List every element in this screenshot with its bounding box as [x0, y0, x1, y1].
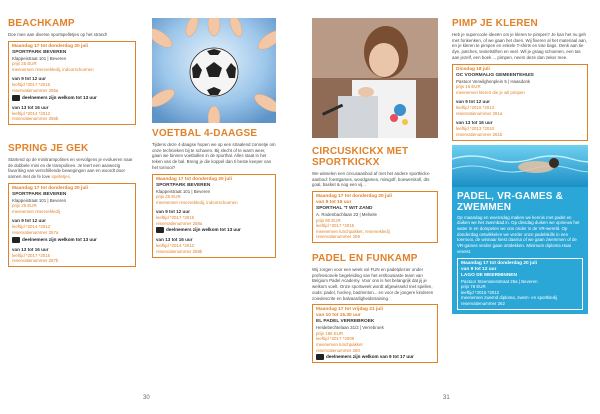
session-age: leeftijd *2014 *2012 — [156, 243, 195, 249]
beachkamp-venue: SPORTPARK BEVEREN — [12, 49, 67, 55]
parents-welcome — [12, 95, 132, 101]
circus-intro: We wisselen een circusaanbod af met het andere sportkickx-aanbod: foestgames, woodgames, minigolf, boewerskoll, dts goal, basket & nog een vij... — [312, 171, 431, 188]
session-reservation: reservatienummer 261b — [456, 132, 503, 138]
session-time: van 9 tot 12 uur — [12, 76, 46, 82]
parents-icon — [156, 227, 164, 233]
pimp-bring: meenemen kleren die je wil pimpen — [456, 89, 525, 95]
session-reservation: reservatienummer 261a — [456, 110, 503, 116]
beachkamp-title: BEACHKAMP — [8, 18, 75, 29]
voetbal-session-2 — [156, 237, 272, 254]
voetbal-box — [152, 174, 276, 258]
session-reservation: reservatienummer 258b — [156, 249, 203, 255]
voetbal-date: Maandag 17 tot donderdag 20 juli — [156, 176, 232, 182]
parents-icon — [12, 95, 20, 101]
padel-intro: Wij zorgen voor een week vol FUN en padelplezier onder professionele begeleiding van het enthousiaste team van Belgium Padel Academy. Voor ons is het belangrijk dat jij je welkom voelt. Onze sportweek wordt afgewisseld met spellen, ouds: padel, hockey, badminton... en voor de jongere kinderen zoiedescrite en balvaardigheidstraining. — [312, 267, 434, 301]
padel-price: prijs 186 EUR — [316, 330, 344, 336]
session-age: leeftijd *2017 *2015 — [12, 82, 51, 88]
vr-date: Maandag 17 tot donderdag 20 juli — [461, 260, 537, 266]
padel-reservation: reservatienummer 260 — [316, 347, 360, 353]
parents-text: deelnemers zijn welkom tot 13 uur — [22, 236, 97, 242]
column-right-2 — [452, 18, 588, 317]
springjegek-date: Maandag 17 tot donderdag 20 juli — [12, 185, 88, 191]
session-reservation: reservatienummer 256b — [12, 116, 59, 122]
football-photo-illustration — [152, 18, 276, 123]
session-time: van 9 tot 12 uur — [12, 218, 46, 224]
parents-welcome — [12, 237, 132, 243]
springjegek-intro-b: spelletjes. — [51, 173, 71, 179]
padel-time: van 10 tot 15.30 uur — [316, 313, 361, 319]
springjegek-address: Klappeistraat 101 | Beveren — [12, 197, 67, 203]
session-reservation: reservatienummer 257a — [12, 230, 59, 236]
pimp-price: prijs 15 EUR — [456, 84, 481, 90]
session-time: van 9 tot 12 uur — [156, 209, 190, 215]
voetbal-bring: meenemen reservekledij, indoorschoenen — [156, 199, 238, 205]
springjegek-venue: SPORTPARK BEVEREN — [12, 191, 67, 197]
pimp-intro: Heb je supercoole ideeën om je kleren te pimpen? Je kan het nu geh met fonkenken, of we gaan het doen. Wij fixeren al het materiaal aan, en je kleren te pimpen en enkele T-shirts en tote bags. Denk aan tie dye, patches, textielstiften en veel. Wil je graag schoenen, een tas aan jezelf, een boek ... pimpen, neem deze dan zeker mee. — [452, 32, 587, 60]
pool-photo-illustration — [452, 145, 588, 187]
session-time: van 13 tot 16 uur — [12, 104, 49, 110]
session-age: leeftijd *2017 *2015 — [156, 215, 195, 221]
session-age: leeftijd *2014 *2012 — [12, 110, 51, 116]
pimp-title: PIMP JE KLEREN — [452, 18, 538, 29]
session-age: leeftijd *2013 *2010 — [456, 126, 495, 132]
vr-price: prijs 78 EUR — [461, 284, 486, 290]
circus-venue: SPORTHAL 'T WIT ZAND — [316, 206, 373, 212]
springjegek-intro — [8, 157, 136, 180]
parents-text: deelnemers zijn welkom van 9 tot 17 uur — [326, 354, 414, 360]
circus-bring: meenemen lunchpakket, reservekledij — [316, 228, 390, 234]
pimp-session-1 — [456, 99, 584, 116]
padel-box — [312, 304, 438, 363]
springjegek-bring: meenemen reservekledij — [12, 208, 60, 214]
voetbal-venue: SPORTPARK BEVEREN — [156, 182, 211, 188]
pimp-date: Dinsdag 18 juli — [456, 66, 490, 72]
session-time: van 13 tot 16 uur — [156, 237, 193, 243]
beachkamp-bring: meenemen reservekledij, indoorschoenen — [12, 66, 94, 72]
column-right-1 — [312, 146, 438, 366]
circus-price: prijs 80 EUR — [316, 217, 341, 223]
page-right — [300, 0, 600, 414]
session-time: van 13 tot 16 uur — [456, 120, 493, 126]
padel-date: Maandag 17 tot vrijdag 21 juli — [316, 307, 383, 313]
session-reservation: reservatienummer 256a — [12, 88, 59, 94]
springjegek-session-1 — [12, 218, 132, 242]
vr-time: van 9 tot 12 uur — [461, 266, 497, 272]
page-number-right: 31 — [443, 395, 450, 401]
column-left-2 — [152, 128, 276, 261]
springjegek-box — [8, 183, 136, 267]
springjegek-title: SPRING JE GEK — [8, 142, 89, 154]
padel-title: PADEL EN FUNKAMP — [312, 253, 418, 265]
voetbal-address: Klappeistraat 101 | Beveren — [156, 188, 211, 194]
pimp-session-2 — [456, 120, 584, 137]
circus-age: leeftijd *2017 *2015 — [316, 223, 355, 229]
voetbal-session-1 — [156, 209, 272, 233]
session-reservation: reservatienummer 257b — [12, 258, 59, 264]
beachkamp-session-2 — [12, 105, 132, 122]
page-number-left: 30 — [143, 395, 150, 401]
padel-age: leeftijd *2017 *2009 — [316, 336, 355, 342]
pimp-venue: OC VOORMALIG GEMEENTEHUIS — [456, 72, 534, 78]
parents-text: deelnemers zijn welkom tot 13 uur — [166, 227, 241, 233]
beachkamp-price: prijs 25 EUR — [12, 61, 37, 67]
voetbal-title: VOETBAL 4-DAAGSE — [152, 128, 258, 139]
session-time: van 9 tot 12 uur — [456, 99, 490, 105]
vr-reservation: reservatienummer 262 — [461, 300, 505, 306]
parents-icon — [12, 237, 20, 243]
vr-age: leeftijd *2015 *2012 — [461, 289, 500, 295]
circus-address: A. Rodenbachlaan 23 | Melsele — [316, 212, 377, 218]
parents-welcome — [316, 354, 434, 360]
vr-venue: LAGO DE MEERMINNEN — [461, 272, 517, 278]
session-reservation: reservatienummer 258a — [156, 220, 203, 226]
crafts-photo — [312, 18, 438, 138]
vr-title: PADEL, VR-GAMES & ZWEMMEN — [457, 190, 563, 213]
springjegek-price: prijs 25 EUR — [12, 203, 37, 209]
pimp-address: Pastoor Verwilghenplein 5 | Haasdonk — [456, 78, 531, 84]
springjegek-session-2 — [12, 247, 132, 264]
padel-venue: EL PADEL VERREBROEK — [316, 319, 375, 325]
springjegek-intro-a: Startend op de minitrampolines en vervolgens je evolueren naar de dubbele mini en de trampolines. Je leert een aanwezig favoriting van verschillende bewegingen aan en woordt door sarnen met de fe love — [8, 156, 133, 179]
session-time: van 13 tot 16 uur — [12, 246, 49, 252]
vr-panel — [452, 187, 588, 314]
session-age: leeftijd *2017 *2015 — [12, 252, 51, 258]
football-photo — [152, 18, 276, 123]
parents-icon — [316, 354, 324, 360]
parents-welcome — [156, 227, 272, 233]
session-age: leeftijd *2014 *2012 — [12, 224, 51, 230]
voetbal-price: prijs 25 EUR — [156, 194, 181, 200]
pool-photo — [452, 145, 588, 187]
parents-text: deelnemers zijn welkom tot 13 uur — [22, 94, 97, 100]
circus-date: Maandag 17 tot donderdag 20 juli — [316, 194, 392, 200]
session-age: leeftijd *2016 *2013 — [456, 105, 495, 111]
circus-box — [312, 191, 438, 243]
voetbal-intro: Tijdens deze 4-daagse hopen we op een straalend zonnetje om onze technieken bij te schaven. Bij slecht of te warm weer, gaan we binnen voetballen in de sporthal. Alles staat in het teken van de bal. Breng je die koppel dan ti beste keeper van het tornooi? — [152, 142, 276, 170]
beachkamp-intro: Doe mee aan diverse sportspelletjes op het strand! — [8, 32, 108, 37]
beachkamp-address: Klappeistraat 101 | Beveren — [12, 55, 67, 61]
beachkamp-session-1 — [12, 76, 132, 100]
circus-title: CIRCUSKICKX MET SPORTKICKX — [312, 146, 409, 168]
column-left-1 — [8, 18, 136, 270]
crafts-photo-illustration — [312, 18, 438, 138]
beachkamp-box — [8, 41, 136, 125]
pimp-box — [452, 64, 588, 141]
vr-bring: meenemen zwemd diploma, zwem- en sportkledij — [461, 295, 558, 301]
vr-box — [457, 258, 583, 310]
padel-bring: meenemen lunchpakket — [316, 342, 363, 348]
padel-address: Heldebechtelaan 31/2 | Verrebroek — [316, 325, 384, 331]
vr-address: Pastoor Steenssenstraat 26a | Beveren — [461, 278, 538, 284]
beachkamp-date: Maandag 17 tot donderdag 20 juli — [12, 43, 88, 49]
circus-reservation: reservatienummer 259 — [316, 234, 360, 240]
circus-time: van 9 tot 16 uur — [316, 200, 352, 206]
vr-intro: Op maandag en woensdag maken we kennis met padel en duiken we het zwembad in. Op dinsdag duiken we opnieuw het water in en dompelen we ons onder in de VR-wereld. Op donderdag ontwikkelen we verder onze padelskills in een toernooi, de winnaar kiest daarna of we gaan zwemmen of de VR-games verder gaan ontdekken. Minimum diploma Haai vereist. — [457, 214, 580, 254]
